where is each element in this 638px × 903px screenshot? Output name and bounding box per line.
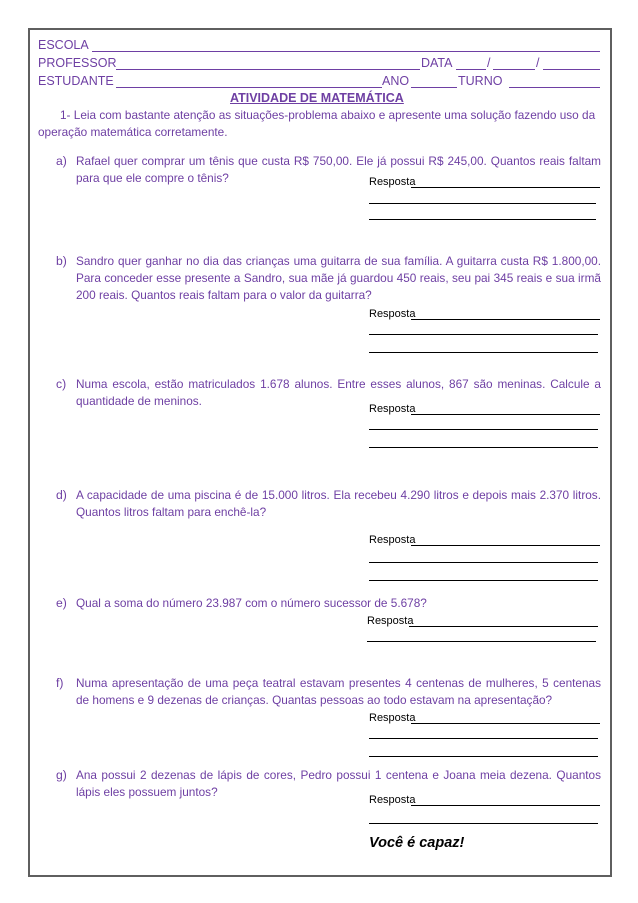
data-label: DATA xyxy=(421,56,453,70)
answer-line[interactable] xyxy=(409,615,598,627)
answer-line[interactable] xyxy=(369,195,596,204)
ano-label: ANO xyxy=(382,74,410,88)
answer-label: Resposta xyxy=(369,534,416,546)
intro-text: 1- Leia com bastante atenção as situações-problema abaixo e apresente uma solução fazendo uso da operação matemática corretamente. xyxy=(38,108,596,139)
page-title: ATIVIDADE DE MATEMÁTICA xyxy=(230,91,404,105)
answer-line[interactable] xyxy=(369,572,598,581)
turno-label: TURNO xyxy=(458,74,503,88)
date-day-field[interactable] xyxy=(456,56,486,70)
answer-label: Resposta xyxy=(369,308,416,320)
question-label: a) xyxy=(56,154,67,168)
question-label: b) xyxy=(56,254,67,268)
escola-label: ESCOLA xyxy=(38,38,89,52)
answer-line[interactable] xyxy=(411,308,600,320)
answer-line[interactable] xyxy=(369,326,598,335)
answer-line[interactable] xyxy=(369,730,598,739)
answer-line[interactable] xyxy=(369,815,598,824)
answer-line[interactable] xyxy=(369,439,598,448)
question-text: Ana possui 2 dezenas de lápis de cores, Pedro possui 1 centena e Joana meia dezena. Quantos lápis eles possuem juntos? xyxy=(76,768,601,799)
question-text: Numa escola, estão matriculados 1.678 alunos. Entre esses alunos, 867 são meninas. Calcule a quantidade de meninos. xyxy=(76,377,601,408)
professor-label: PROFESSOR xyxy=(38,56,117,70)
answer-line[interactable] xyxy=(369,211,596,220)
turno-field[interactable] xyxy=(509,74,600,88)
answer-line[interactable] xyxy=(369,748,598,757)
date-separator: / xyxy=(536,56,540,70)
question-text: Numa apresentação de uma peça teatral estavam presentes 4 centenas de mulheres, 5 centenas de homens e 9 dezenas de crianças. Quantas pessoas ao todo estavam na apresentação? xyxy=(76,676,601,707)
date-separator: / xyxy=(487,56,491,70)
escola-field[interactable] xyxy=(92,38,600,52)
answer-line[interactable] xyxy=(411,794,600,806)
estudante-label: ESTUDANTE xyxy=(38,74,114,88)
question-label: f) xyxy=(56,676,64,690)
answer-line[interactable] xyxy=(411,176,600,188)
date-year-field[interactable] xyxy=(543,56,600,70)
answer-label: Resposta xyxy=(367,615,414,627)
question-label: c) xyxy=(56,377,67,391)
estudante-field[interactable] xyxy=(116,74,382,88)
ano-field[interactable] xyxy=(411,74,457,88)
answer-line[interactable] xyxy=(369,554,598,563)
question-text: Qual a soma do número 23.987 com o número sucessor de 5.678? xyxy=(76,596,427,610)
question-text: A capacidade de uma piscina é de 15.000 litros. Ela recebeu 4.290 litros e depois mais 2.370 litros. Quantos litros faltam para enchê-la? xyxy=(76,488,601,519)
answer-line[interactable] xyxy=(369,344,598,353)
answer-line[interactable] xyxy=(411,403,600,415)
professor-field[interactable] xyxy=(116,56,420,70)
question-text: Sandro quer ganhar no dia das crianças uma guitarra de sua família. A guitarra custa R$ 1.800,00. Para conceder esse presente a Sandro, sua mãe já guardou 450 reais, seu pai 345 reais e sua irmã 200 reais. Quantos reais faltam para o valor da guitarra? xyxy=(76,254,601,302)
answer-label: Resposta xyxy=(369,176,416,188)
answer-line[interactable] xyxy=(369,421,598,430)
answer-label: Resposta xyxy=(369,794,416,806)
question-label: g) xyxy=(56,768,67,782)
answer-line[interactable] xyxy=(411,534,600,546)
date-month-field[interactable] xyxy=(493,56,535,70)
answer-label: Resposta xyxy=(369,403,416,415)
answer-line[interactable] xyxy=(367,633,596,642)
question-label: e) xyxy=(56,596,67,610)
closing-message: Você é capaz! xyxy=(369,835,465,851)
question-label: d) xyxy=(56,488,67,502)
answer-line[interactable] xyxy=(411,712,600,724)
answer-label: Resposta xyxy=(369,712,416,724)
question-text: Rafael quer comprar um tênis que custa R$ 750,00. Ele já possui R$ 245,00. Quantos reais faltam para que ele compre o tênis? xyxy=(76,154,601,185)
